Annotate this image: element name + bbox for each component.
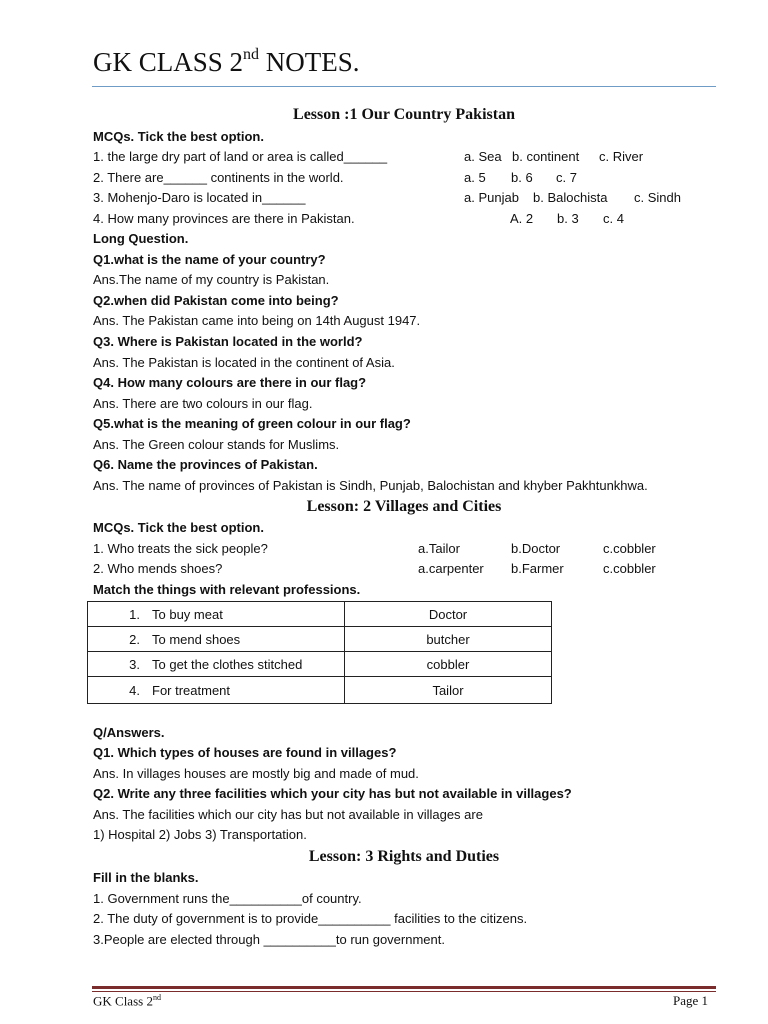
mcq-option: b. 6 [511, 170, 533, 185]
answer: Ans. There are two colours in our flag. [93, 396, 313, 411]
activity-text: To buy meat [152, 606, 223, 622]
mcq-option: b.Doctor [511, 541, 561, 556]
profession-cell: Tailor [345, 677, 552, 704]
fill-blanks-heading: Fill in the blanks. [93, 870, 199, 885]
answer: Ans. In villages houses are mostly big and made of mud. [93, 766, 419, 781]
answer: Ans. The name of provinces of Pakistan is Sindh, Punjab, Balochistan and khyber Pakhtunkhwa. [93, 478, 648, 493]
footer-label [93, 993, 161, 1009]
qa-heading: Q/Answers. [93, 725, 165, 740]
match-heading: Match the things with relevant professions. [93, 582, 361, 597]
mcq-option: b. 3 [557, 211, 579, 226]
activity-cell [88, 627, 345, 652]
row-number: 4. [129, 682, 140, 698]
mcq-option: c. 7 [556, 170, 577, 185]
mcq-option: b.Farmer [511, 561, 564, 576]
long-question-heading: Long Question. [93, 231, 189, 246]
activity-text: To get the clothes stitched [152, 656, 303, 672]
row-number: 2. [129, 631, 140, 647]
answer: Ans. The facilities which our city has but not available in villages are [93, 807, 483, 822]
lesson1-mcq-question: 2. There are______ continents in the world. [93, 170, 344, 185]
lesson2-mcq-question: 1. Who treats the sick people? [93, 541, 268, 556]
mcq-option: A. 2 [510, 211, 534, 226]
title-suffix: NOTES. [259, 47, 360, 77]
question: Q1. Which types of houses are found in villages? [93, 745, 397, 760]
lesson2-heading: Lesson: 2 Villages and Cities [306, 498, 502, 515]
question: Q5.what is the meaning of green colour in our flag? [93, 416, 411, 431]
mcq-option: c. River [599, 149, 644, 164]
table-row [88, 677, 552, 704]
answer: Ans. The Green colour stands for Muslims. [93, 437, 340, 452]
blank-item: 2. The duty of government is to provide__________ facilities to the citizens. [93, 911, 528, 926]
page-title [93, 47, 360, 78]
lesson1-heading: Lesson :1 Our Country Pakistan [293, 106, 515, 123]
profession-cell: butcher [345, 627, 552, 652]
lesson1-mcq-question: 3. Mohenjo-Daro is located in______ [93, 190, 306, 205]
table-row [88, 627, 552, 652]
profession-cell: Doctor [345, 602, 552, 627]
profession-cell: cobbler [345, 652, 552, 677]
mcq-option: a.carpenter [418, 561, 484, 576]
mcq-option: c. Sindh [634, 190, 681, 205]
activity-cell [88, 677, 345, 704]
footer-rule [92, 986, 716, 989]
lesson3-heading: Lesson: 3 Rights and Duties [308, 848, 500, 865]
mcq-option: a. Sea [464, 149, 502, 164]
lesson2-mcq-question: 2. Who mends shoes? [93, 561, 223, 576]
activity-cell [88, 602, 345, 627]
question: Q2. Write any three facilities which your city has but not available in villages? [93, 786, 572, 801]
mcq-option: c. 4 [603, 211, 624, 226]
answer: Ans. The Pakistan came into being on 14th August 1947. [93, 313, 421, 328]
mcq-option: b. continent [512, 149, 580, 164]
title-superscript: nd [243, 46, 260, 63]
question: Q2.when did Pakistan come into being? [93, 293, 339, 308]
mcq-option: b. Balochista [533, 190, 608, 205]
answer: Ans. The Pakistan is located in the continent of Asia. [93, 355, 395, 370]
mcq-option: a. 5 [464, 170, 486, 185]
question: Q3. Where is Pakistan located in the world? [93, 334, 363, 349]
activity-text: To mend shoes [152, 631, 241, 647]
question: Q6. Name the provinces of Pakistan. [93, 457, 318, 472]
activity-text: For treatment [152, 682, 231, 698]
title-text: GK CLASS 2 [93, 47, 244, 77]
activity-cell [88, 652, 345, 677]
footer-label-text: GK Class 2 [93, 993, 153, 1009]
lesson1-mcq-heading: MCQs. Tick the best option. [93, 129, 264, 144]
lesson1-mcq-question: 1. the large dry part of land or area is called______ [93, 149, 388, 164]
mcq-option: c.cobbler [603, 541, 656, 556]
blank-item: 3.People are elected through __________to run government. [93, 932, 445, 947]
lesson1-mcq-question: 4. How many provinces are there in Pakistan. [93, 211, 355, 226]
blank-item: 1. Government runs the__________of country. [93, 891, 362, 906]
question: Q4. How many colours are there in our flag? [93, 375, 367, 390]
row-number: 1. [129, 606, 140, 622]
mcq-option: c.cobbler [603, 561, 656, 576]
match-table [87, 601, 552, 704]
page-number: Page 1 [673, 993, 709, 1008]
title-underline [92, 86, 716, 87]
answer: Ans.The name of my country is Pakistan. [93, 272, 330, 287]
lesson2-mcq-heading: MCQs. Tick the best option. [93, 520, 264, 535]
mcq-option: a. Punjab [464, 190, 519, 205]
table-row [88, 602, 552, 627]
row-number: 3. [129, 656, 140, 672]
table-row [88, 652, 552, 677]
question: Q1.what is the name of your country? [93, 252, 326, 267]
footer-rule [92, 991, 716, 992]
mcq-option: a.Tailor [418, 541, 460, 556]
footer-label-superscript: nd [152, 993, 161, 1002]
answer: 1) Hospital 2) Jobs 3) Transportation. [93, 827, 307, 842]
